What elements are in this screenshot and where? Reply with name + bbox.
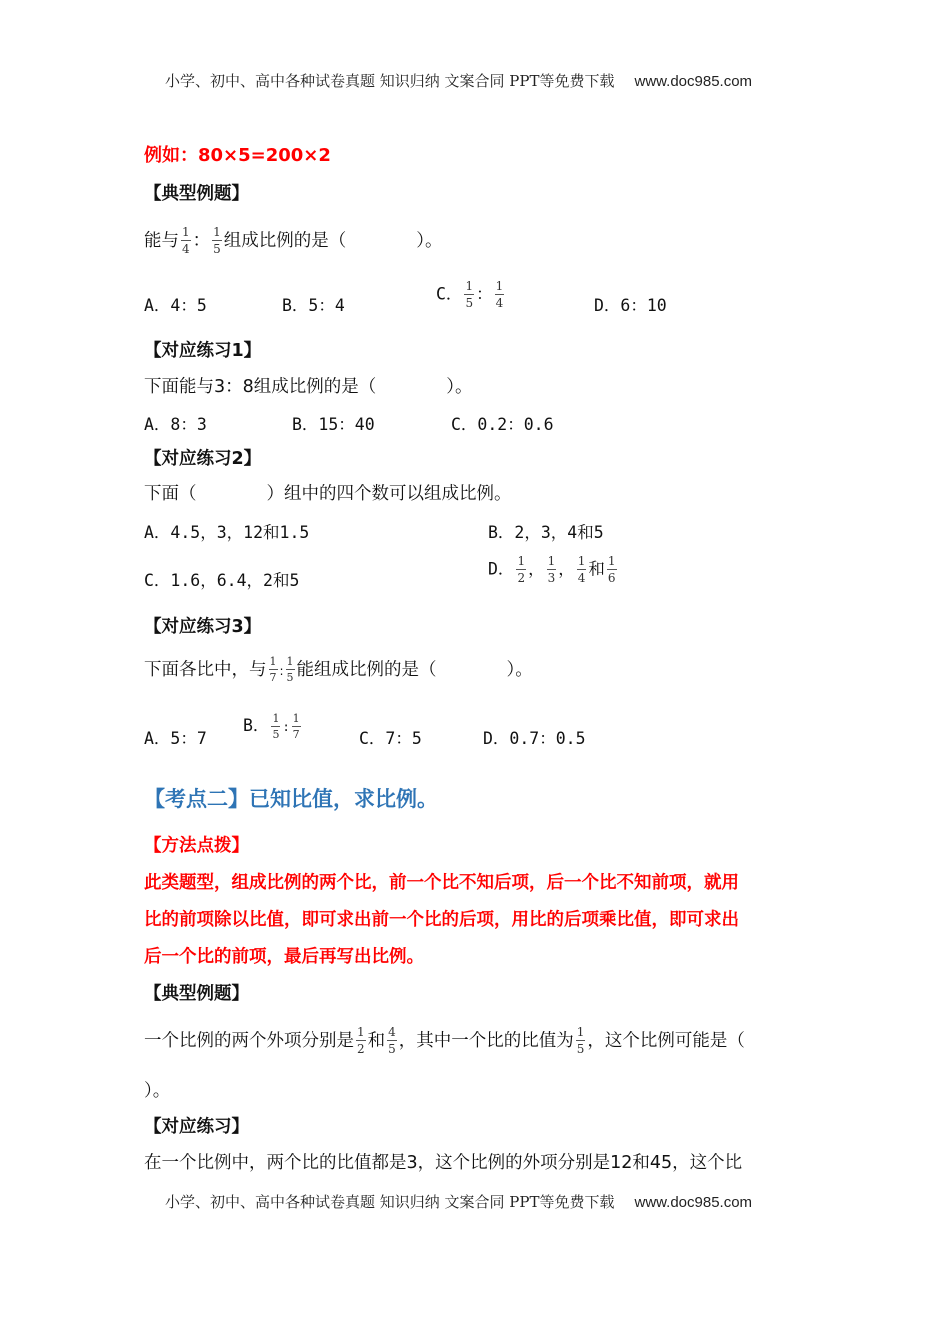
method-line-1: 此类题型，组成比例的两个比，前一个比不知后项，后一个比不知前项，就用 [144, 873, 739, 893]
option-d: D．0.7：0.5 [483, 729, 586, 748]
fraction: $\frac{1}{2}$ [357, 1025, 365, 1056]
option-a: A．4.5，3，12和1.5 [144, 523, 310, 542]
example-question: 一个比例的两个外项分别是 $\frac{1}{2}$ 和 $\frac{4}{5}$ ，其中一个比的比值为 $\frac{1}{5}$ ，这个比例可能是（ [144, 1025, 745, 1056]
option-a: A．5：7 [144, 729, 207, 748]
method-line-2: 比的前项除以比值，即可求出前一个比的后项，用比的后项乘比值，即可求出 [144, 910, 739, 930]
option-c: C．1.6，6.4，2和5 [144, 571, 300, 590]
fraction: $\frac{1}{7}$ [269, 655, 277, 684]
option-b: B．2，3，4和5 [488, 523, 604, 542]
header-site: www.doc985.com [634, 73, 753, 90]
page-footer [165, 1191, 752, 1212]
fraction: $\frac{1}{4}$ [577, 554, 586, 585]
option-c: C．0.2：0.6 [451, 415, 554, 434]
practice-heading: 【对应练习】 [144, 1117, 249, 1137]
exercise-2-heading: 【对应练习2】 [144, 449, 262, 469]
fraction: $\frac{1}{5}$ [465, 279, 474, 310]
option-b: B．5：4 [282, 296, 345, 315]
exercise-3-heading: 【对应练习3】 [144, 617, 262, 637]
fraction: $\frac{1}{4}$ [182, 225, 190, 256]
fraction: $\frac{1}{6}$ [607, 554, 616, 585]
fraction: $\frac{1}{5}$ [576, 1025, 585, 1056]
option-a: A．8：3 [144, 415, 207, 434]
footer-site: www.doc985.com [634, 1194, 753, 1211]
exercise-1-heading: 【对应练习1】 [144, 341, 262, 361]
example-line: 例如：80×5=200×2 [144, 145, 331, 166]
fraction: $\frac{4}{5}$ [388, 1025, 396, 1056]
option-c: C．7：5 [359, 729, 422, 748]
question-1: 能与 $\frac{1}{4}$ ： $\frac{1}{5}$ 组成比例的是（ ）。 [144, 225, 443, 256]
exercise-3-question: 下面各比中，与 $\frac{1}{7}$ : $\frac{1}{5}$ 能组成比例的是（ ）。 [144, 655, 533, 684]
practice-question: 在一个比例中，两个比的比值都是3，这个比例的外项分别是12和45，这个比 [144, 1153, 743, 1173]
option-b: B．15：40 [292, 415, 375, 434]
exercise-1-question: 下面能与3：8组成比例的是（ ）。 [144, 377, 473, 397]
footer-text: 小学、初中、高中各种试卷真题 知识归纳 文案合同 PPT等免费下载 [165, 1193, 615, 1211]
header-text: 小学、初中、高中各种试卷真题 知识归纳 文案合同 PPT等免费下载 [165, 72, 615, 90]
fraction: $\frac{1}{2}$ [517, 554, 526, 585]
section-heading: 【典型例题】 [144, 184, 249, 204]
option-d: D． $\frac{1}{2}$ ， $\frac{1}{3}$ ， $\frac{1}{4}$ 和 $\frac{1}{6}$ [488, 554, 616, 585]
option-a: A．4：5 [144, 296, 207, 315]
fraction: $\frac{1}{7}$ [292, 711, 300, 741]
example-heading: 【典型例题】 [144, 984, 249, 1004]
page-header [165, 70, 752, 91]
fraction: $\frac{1}{5}$ [272, 711, 280, 741]
option-d: D．6：10 [594, 296, 667, 315]
fraction: $\frac{1}{4}$ [495, 279, 504, 310]
method-heading: 【方法点拨】 [144, 836, 249, 856]
fraction: $\frac{1}{5}$ [286, 655, 294, 684]
example-question-cont: ）。 [144, 1081, 171, 1101]
method-line-3: 后一个比的前项，最后再写出比例。 [144, 947, 424, 967]
fraction: $\frac{1}{5}$ [213, 225, 221, 256]
fraction: $\frac{1}{3}$ [547, 554, 556, 585]
option-c: C． $\frac{1}{5}$ ： $\frac{1}{4}$ [436, 279, 504, 310]
key-point-2-title: 【考点二】已知比值，求比例。 [144, 787, 438, 811]
option-b: B． $\frac{1}{5}$ : $\frac{1}{7}$ [243, 711, 300, 741]
exercise-2-question: 下面（ ）组中的四个数可以组成比例。 [144, 484, 512, 504]
